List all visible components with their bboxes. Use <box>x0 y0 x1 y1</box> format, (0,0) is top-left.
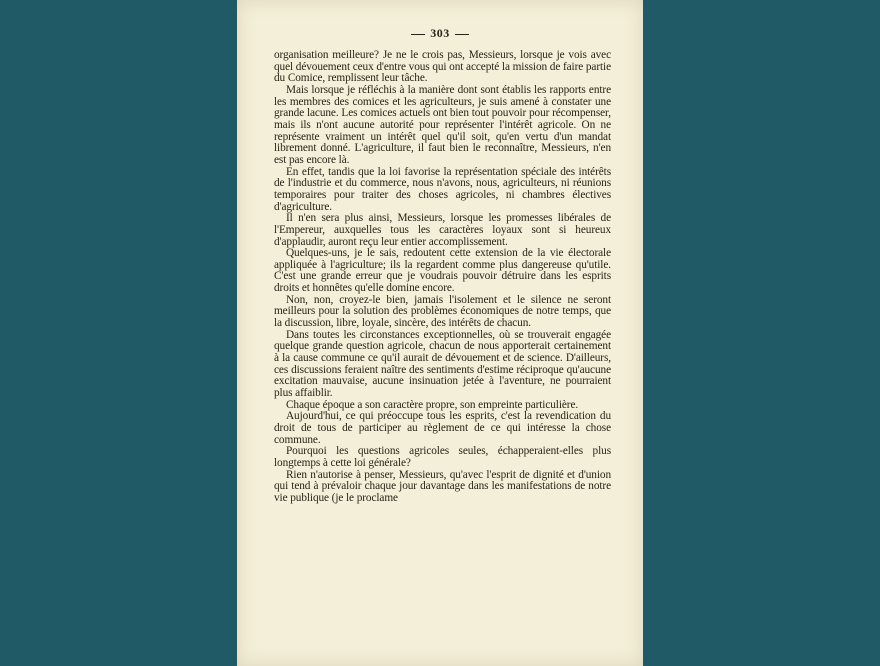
paragraph: Dans toutes les circonstances exceptionnelles, où se trouverait engagée quelque grande question agricole, chacun de nous apporterait certainement à la cause commune ce qu'il aurait de dévouement et de science. D'ailleurs, ces discussions feraient naître des sentiments d'estime réciproque qu'aucune excitation mauvaise, aucune insinuation jetée à l'aventure, ne pourraient plus affaiblir. <box>274 328 611 400</box>
paragraph: Rien n'autorise à penser, Messieurs, qu'avec l'esprit de dignité et d'union qui tend à prévaloir chaque jour davantage dans les manifestations de notre vie publique (je le proclame <box>274 468 611 504</box>
paragraph: Pourquoi les questions agricoles seules, échapperaient-elles plus longtemps à cette loi générale? <box>274 445 611 469</box>
paragraph: Aujourd'hui, ce qui préoccupe tous les esprits, c'est la revendication du droit de tous de participer au règlement de ce qui intéresse la chose commune. <box>274 410 611 446</box>
scanned-page <box>237 0 643 666</box>
body-text <box>274 50 611 505</box>
paragraph: Mais lorsque je réfléchis à la manière dont sont établis les rapports entre les membres des comices et les agriculteurs, je suis amené à constater une grande lacune. Les comices actuels ont bien tout pouvoir pour récompenser, mais ils n'ont aucune autorité pour représenter l'intérêt agricole. On ne représente vraiment un intérêt quel qu'il soit, qu'en vertu d'un mandat librement donné. L'agriculture, il faut bien le reconnaître, Messieurs, n'en est pas encore là. <box>274 83 611 166</box>
header-dash-right <box>455 34 469 35</box>
paragraph: Quelques-uns, je le sais, redoutent cette extension de la vie électorale appliquée à l'agriculture; ils la regardent comme plus dangereuse qu'utile. C'est une grande erreur que je voudrais pouvoir détruire dans les esprits droits et honnêtes qu'elle domine encore. <box>274 247 611 295</box>
paragraph: Non, non, croyez-le bien, jamais l'isolement et le silence ne seront meilleurs pour la solution des problèmes économiques de notre temps, que la discussion, libre, loyale, sincère, des intérêts de chacun. <box>274 293 611 330</box>
paragraph: organisation meilleure? Je ne le crois pas, Messieurs, lorsque je vois avec quel dévouement ceux d'entre vous qui ont accepté la mission de faire partie du Comice, remplissent leur tâche. <box>274 49 611 85</box>
paragraph: Il n'en sera plus ainsi, Messieurs, lorsque les promesses libérales de l'Empereur, auxquelles tous les caractères loyaux sont si heureux d'applaudir, auront reçu leur entier accomplissement. <box>274 212 611 248</box>
page-header <box>237 26 643 41</box>
paragraph: En effet, tandis que la loi favorise la représentation spéciale des intérêts de l'industrie et du commerce, nous n'avons, nous, agriculteurs, ni réunions temporaires pour traiter des choses agricoles, ni chambres électives d'agriculture. <box>274 165 611 213</box>
page-number: 303 <box>430 26 450 40</box>
header-dash-left <box>411 34 425 35</box>
paragraph: Chaque époque a son caractère propre, son empreinte particulière. <box>286 398 579 411</box>
